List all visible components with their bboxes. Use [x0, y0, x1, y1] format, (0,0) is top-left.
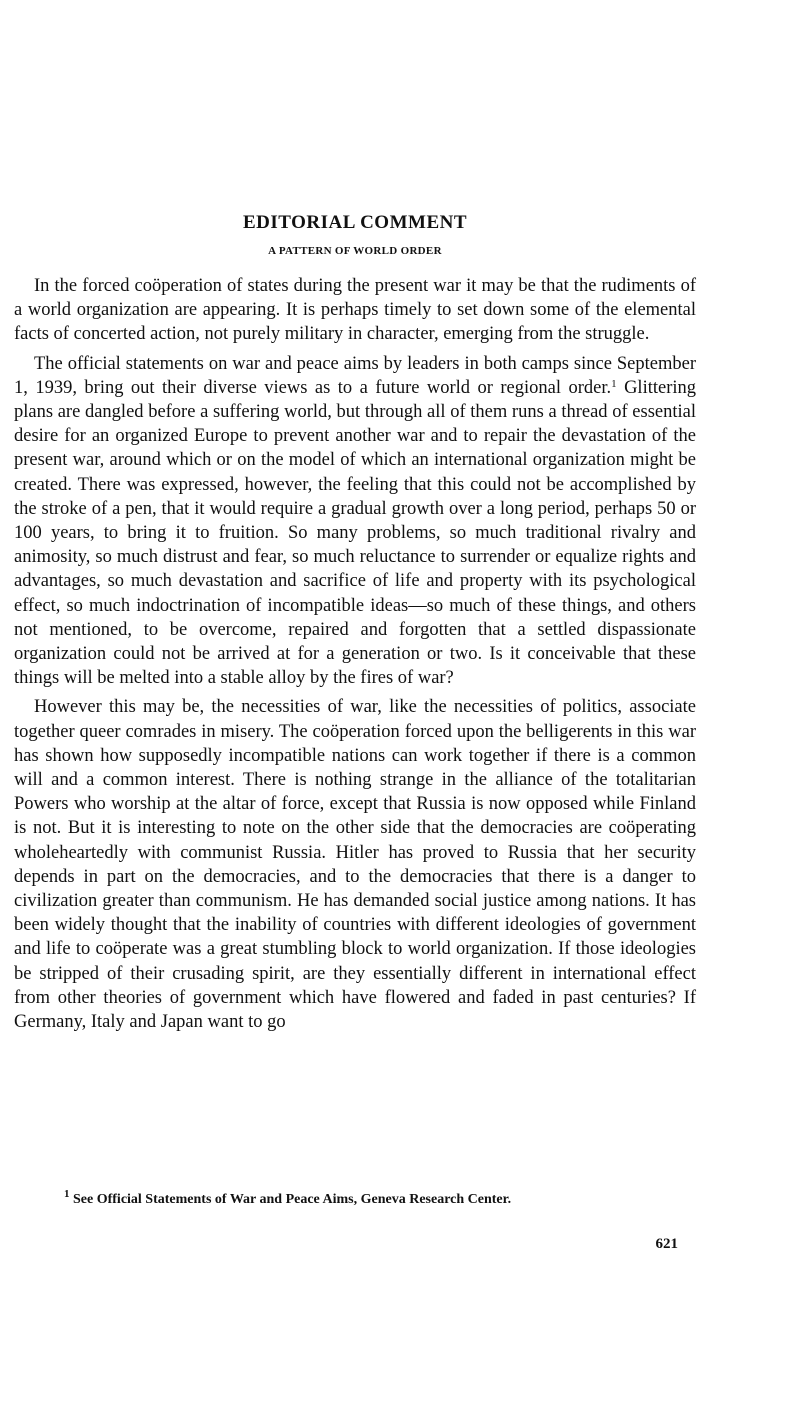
footnote-marker: 1 [64, 1188, 70, 1200]
paragraph-2-text-end: Glittering plans are dangled before a suffering world, but through all of them runs a thread of essential desire for an organized Europe to prevent another war and to repair the devastation of the present war, around which or on the model of which an international organization might be created. There was expressed, however, the feeling that this could not be accomplished by the stroke of a pen, that it would require a gradual growth over a long period, perhaps 50 or 100 years, to bring it to fruition. So many problems, so much traditional rivalry and animosity, so much distrust and fear, so much reluctance to surrender or equalize rights and advantages, so much devastation and sacrifice of life and property with its psychological effect, so much indoctrination of incompatible ideas—so much of these things, and others not mentioned, to be overcome, repaired and forgotten that a settled dispassionate organization could not be arrived at for a generation or two. Is it conceivable that these things will be melted into a stable alloy by the fires of war? [14, 377, 696, 689]
page-number: 621 [655, 1236, 678, 1252]
article-body [14, 274, 696, 1039]
paragraph-2 [14, 352, 696, 691]
paragraph-3: However this may be, the necessities of war, like the necessities of politics, associate together queer comrades in misery. The coöperation forced upon the belligerents in this war has shown how supposedly incompatible nations can work together if there is a common will and a common interest. There is nothing strange in the alliance of the totalitarian Powers who worship at the altar of force, except that Russia is now opposed while Finland is not. But it is interesting to note on the other side that the democracies are coöperating wholeheartedly with communist Russia. Hitler has proved to Russia that her security depends in part on the democracies, and to the democracies that there is a danger to civilization greater than communism. He has demanded social justice among nations. It has been widely thought that the inability of countries with different ideologies of government and life to coöperate was a great stumbling block to world organization. If those ideologies be stripped of their crusading spirit, are they essentially different in international effect from other theories of government which have flowered and faded in past centuries? If Germany, Italy and Japan want to go [14, 697, 696, 1033]
footnote-text: See Official Statements of War and Peace Aims, Geneva Research Center. [69, 1192, 512, 1207]
journal-page [14, 0, 696, 1404]
footnote [14, 1188, 696, 1208]
footnote-reference: 1 [611, 377, 617, 390]
section-heading: EDITORIAL COMMENT [242, 212, 468, 233]
article-title: A PATTERN OF WORLD ORDER [268, 245, 442, 257]
paragraph-2-text-start: The official statements on war and peace aims by leaders in both camps since September 1, 1939, bring out their diverse views as to a future world or regional order. [14, 353, 696, 398]
paragraph-1: In the forced coöperation of states during the present war it may be that the rudiments of a world organization are appearing. It is perhaps timely to set down some of the elemental facts of concerted action, not purely military in character, emerging from the struggle. [14, 276, 696, 345]
